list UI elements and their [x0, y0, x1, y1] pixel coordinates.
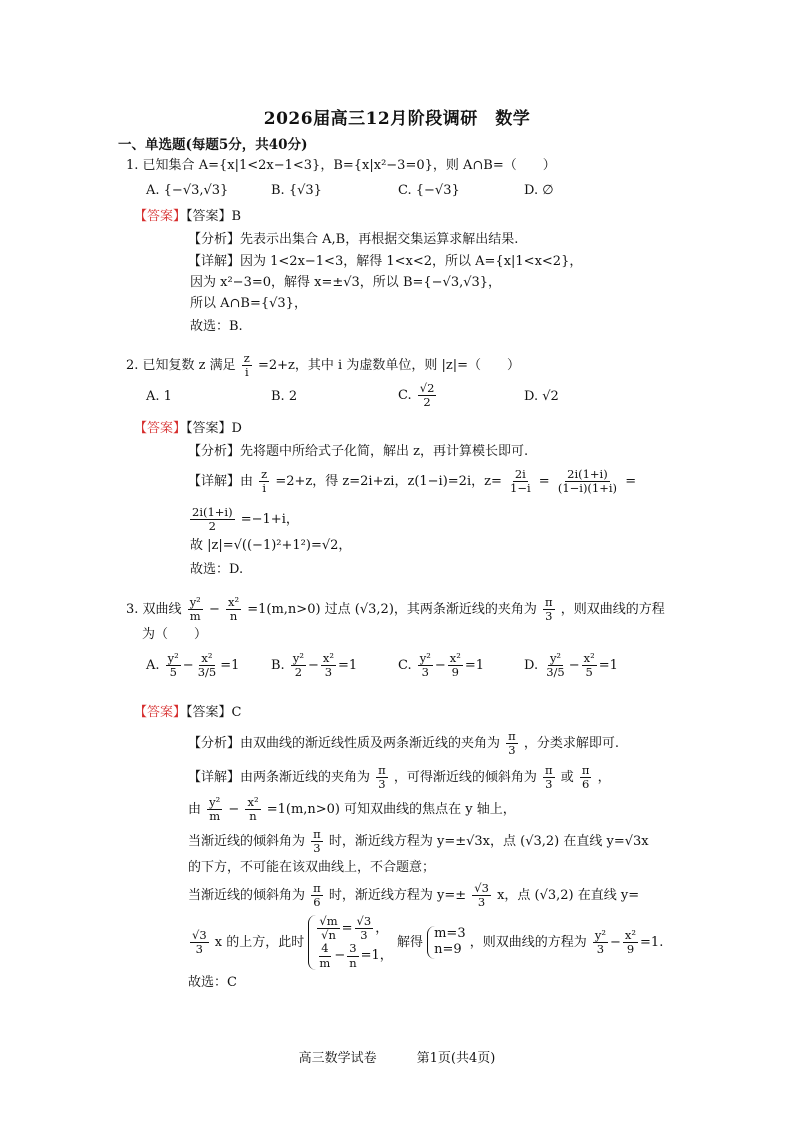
q1-stem: 1. 已知集合 A={x|1<2x−1<3}，B={x|x²−3=0}，则 A∩B=（ ） [126, 158, 556, 173]
q2-option-c: C. $\frac{√2}{2}$ [398, 381, 435, 410]
q2-option-b: B. 2 [271, 389, 298, 404]
q2-option-a: A. 1 [146, 389, 172, 404]
q3-detail-5: 当渐近线的倾斜角为 $\frac{\pi}{6}$ 时，渐近线方程为 y=± $\frac{√3}{3}$ x，点 (√3,2) 在直线 y= [188, 881, 640, 910]
q3-answer: 【答案】【答案】C [134, 705, 242, 720]
q1-detail-4: 故选：B. [190, 319, 243, 334]
section-heading: 一、单选题(每题5分，共40分) [118, 137, 308, 153]
footer-page-number: 第1页(共4页) [416, 1051, 496, 1066]
q2-detail-2: $\frac{2i(1+i)}{2}$ =−1+i， [192, 505, 299, 534]
q2-answer: 【答案】【答案】D [134, 421, 242, 436]
q3-stem: 3. 双曲线 $\frac{\text{y²}}{m}$ − $\frac{\text{x²}}{n}$ =1(m,n>0) 过点 (√3,2)，其两条渐近线的夹角为 $\frac{\pi}{3}$ ，则双曲线的方程 [126, 595, 665, 624]
q1-option-a: A. {−√3,√3} [146, 183, 229, 198]
q2-detail-3: 故 |z|=√((−1)²+1²)=√2， [190, 538, 352, 553]
q2-analysis: 【分析】先将题中所给式子化简，解出 z，再计算模长即可. [188, 444, 529, 459]
q1-detail-3: 所以 A∩B={√3}， [190, 296, 307, 311]
q3-analysis: 【分析】由双曲线的渐近线性质及两条渐近线的夹角为 $\frac{\pi}{3}$ ，分类求解即可. [188, 729, 619, 758]
q3-detail-3: 当渐近线的倾斜角为 $\frac{\pi}{3}$ 时，渐近线方程为 y=±√3x，点 (√3,2) 在直线 y=√3x [188, 827, 649, 856]
solution-system: m=3 n=9 [427, 926, 466, 959]
q3-detail-7: 故选：C [188, 975, 237, 990]
q3-detail-6: $\frac{√3}{3}$ x 的上方，此时 $\frac{√m}{√n}$ = $\frac{√3}{3}$ ， $\frac{4}{m}$ − $\frac{3}{n}$ =1， 解得 m=3 n=9 ，则双曲线的方程为 $\frac{\text{y²}}{3}$ − $\frac{\text{x²}}{9}$ =1. [192, 914, 664, 970]
q2-stem: 2. 已知复数 z 满足 $\frac{z}{i}$ =2+z，其中 i 为虚数单位，则 |z|=（ ） [126, 351, 520, 380]
footer-title: 高三数学试卷 [298, 1051, 377, 1066]
q1-option-b: B. {√3} [271, 183, 322, 198]
q3-option-d: D. $\frac{\text{y²}}{3/5}$ − $\frac{\text{x²}}{5}$ =1 [524, 651, 618, 680]
q2-option-d: D. √2 [524, 389, 559, 404]
q3-detail-2: 由 $\frac{\text{y²}}{m}$ − $\frac{\text{x²}}{n}$ =1(m,n>0) 可知双曲线的焦点在 y 轴上， [188, 795, 516, 824]
q3-detail-1: 【详解】由两条渐近线的夹角为 $\frac{\pi}{3}$ ，可得渐近线的倾斜角为 $\frac{\pi}{3}$ 或 $\frac{\pi}{6}$ ， [188, 763, 611, 792]
page-footer [0, 1047, 794, 1066]
equation-system: $\frac{√m}{√n}$ = $\frac{√3}{3}$ ， $\frac{4}{m}$ − $\frac{3}{n}$ =1， [308, 915, 392, 970]
page-title: 2026届高三12月阶段调研 数学 [263, 109, 531, 129]
q1-detail-1: 【详解】因为 1<2x−1<3，解得 1<x<2，所以 A={x|1<x<2}， [188, 254, 583, 269]
q2-detail-1: 【详解】由 $\frac{z}{i}$ =2+z，得 z=2i+zi，z(1−i)=2i，z= $\frac{2i}{1-i}$ = $\frac{2i(1+i)}{(1-i)(1+i)}$ = [188, 467, 637, 496]
q3-stem-2: 为（ ） [142, 627, 208, 642]
q1-option-d: D. ∅ [524, 183, 554, 198]
q1-answer: 【答案】【答案】B [134, 209, 242, 224]
q1-detail-2: 因为 x²−3=0，解得 x=±√3，所以 B={−√3,√3}， [190, 275, 502, 290]
q3-detail-4: 的下方，不可能在该双曲线上，不合题意； [188, 860, 436, 875]
q1-analysis: 【分析】先表示出集合 A,B，再根据交集运算求解出结果. [188, 232, 519, 247]
q3-option-c: C. $\frac{\text{y²}}{3}$ − $\frac{\text{x²}}{9}$ =1 [398, 651, 485, 680]
q3-option-b: B. $\frac{\text{y²}}{2}$ − $\frac{\text{x²}}{3}$ =1 [271, 651, 358, 680]
q3-option-a: A. $\frac{\text{y²}}{5}$ − $\frac{\text{x²}}{3/5}$ =1 [146, 651, 240, 680]
q1-option-c: C. {−√3} [398, 183, 460, 198]
q2-detail-4: 故选：D. [190, 562, 244, 577]
